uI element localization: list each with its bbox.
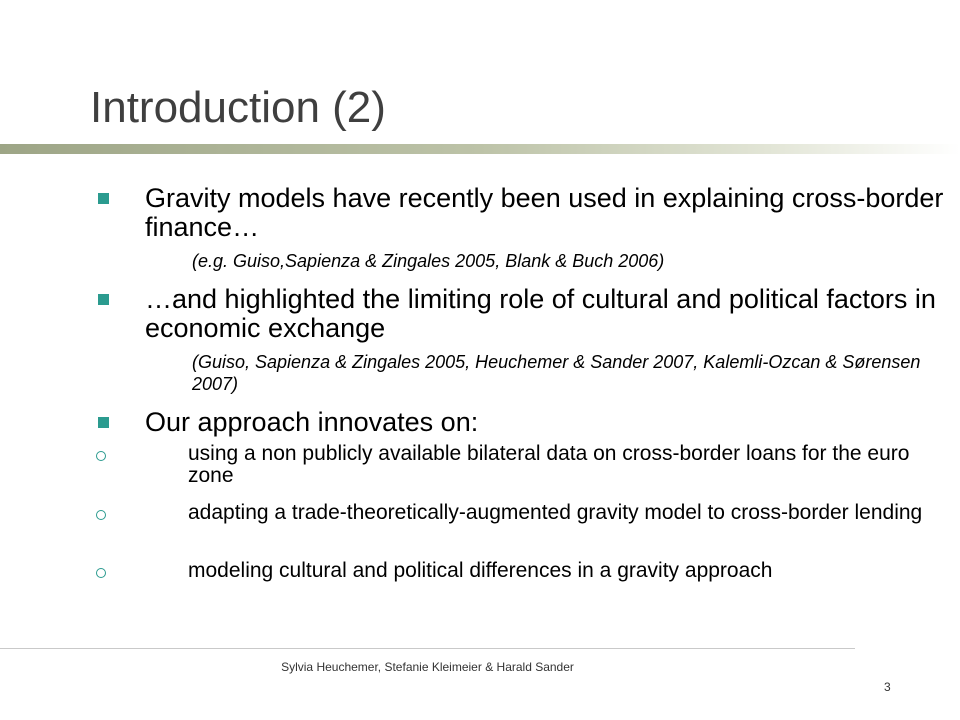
page-number: 3 [884,680,891,694]
square-bullet-icon [98,417,109,428]
footer-authors: Sylvia Heuchemer, Stefanie Kleimeier & Harald Sander [281,660,574,674]
slide-title: Introduction (2) [90,83,386,132]
circle-bullet-icon [96,568,106,578]
title-underline-bar [0,144,960,154]
bullet-text: Our approach innovates on: [145,407,479,437]
square-bullet-icon [98,294,109,305]
footer-divider [0,648,855,649]
bullet-text: Gravity models have recently been used in explaining cross-border finance… [145,183,944,242]
sub-bullet-text: adapting a trade-theoretically-augmented gravity model to cross-border lending [188,501,923,524]
sub-bullet-text: using a non publicly available bilateral data on cross-border loans for the euro zone [188,442,910,487]
bullet-citation: (e.g. Guiso,Sapienza & Zingales 2005, Blank & Buch 2006) [192,251,665,271]
bullet-text: …and highlighted the limiting role of cultural and political factors in economic exchange [145,284,936,343]
circle-bullet-icon [96,451,106,461]
bullet-citation: (Guiso, Sapienza & Zingales 2005, Heuchemer & Sander 2007, Kalemli-Ozcan & Sørensen 2007) [192,352,921,394]
circle-bullet-icon [96,510,106,520]
square-bullet-icon [98,193,109,204]
sub-bullet-text: modeling cultural and political differences in a gravity approach [188,559,773,582]
